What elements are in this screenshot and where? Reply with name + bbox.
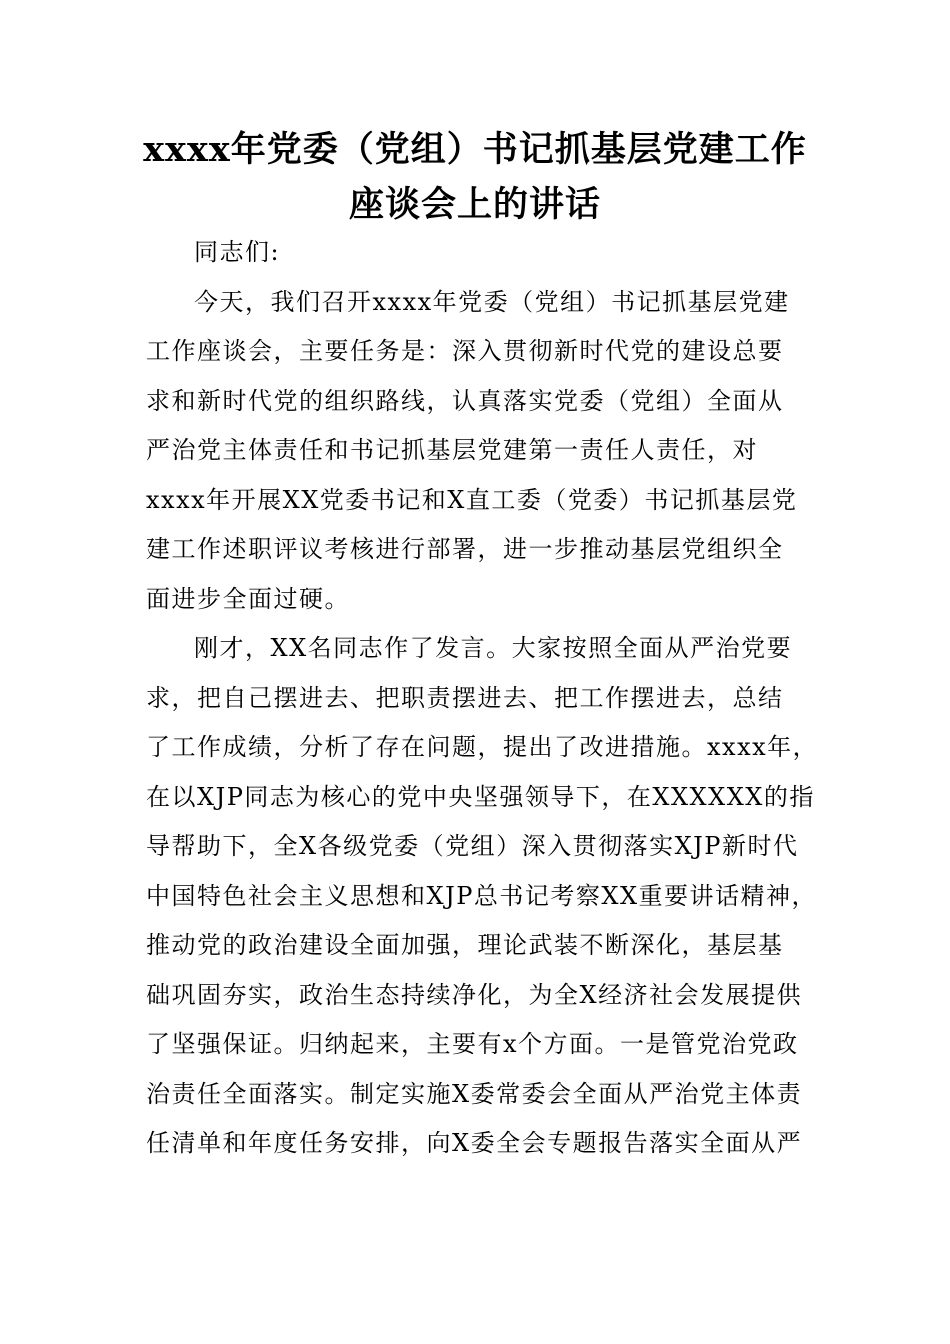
paragraph-1-line-1: 今天，我们召开xxxx年党委（党组）书记抓基层党建 — [194, 287, 790, 316]
paragraph-1-line-6: 建工作述职评议考核进行部署，进一步推动基层党组织全 — [146, 535, 784, 563]
paragraph-2-line-10: 治责任全面落实。制定实施X委常委会全面从严治党主体责 — [146, 1079, 803, 1108]
paragraph-2-line-8: 础巩固夯实，政治生态持续净化，为全X经济社会发展提供 — [146, 980, 803, 1009]
paragraph-2-line-7: 推动党的政治建设全面加强，理论武装不断深化，基层基 — [146, 931, 784, 959]
document-body — [146, 228, 819, 1169]
paragraph-1-line-5: xxxx年开展XX党委书记和X直工委（党委）书记抓基层党 — [146, 485, 798, 514]
paragraph-2-line-1: 刚才，XX名同志作了发言。大家按照全面从严治党要 — [194, 634, 793, 662]
paragraph-2-line-6: 中国特色社会主义思想和XJP总书记考察XX重要讲话精神， — [146, 881, 818, 910]
paragraph-2-line-3: 了工作成绩，分析了存在问题，提出了改进措施。xxxx年， — [146, 733, 819, 761]
paragraph-2-line-5: 导帮助下，全X各级党委（党组）深入贯彻落实XJP新时代 — [146, 832, 799, 860]
salutation: 同志们: — [194, 238, 281, 266]
document-title — [100, 122, 850, 232]
title-line-2: 座谈会上的讲话 — [348, 184, 601, 225]
paragraph-1-line-7: 面进步全面过硬。 — [146, 584, 350, 613]
paragraph-1-line-4: 严治党主体责任和书记抓基层党建第一责任人责任，对 — [146, 436, 758, 464]
paragraph-2-line-11: 任清单和年度任务安排，向X委全会专题报告落实全面从严 — [146, 1129, 803, 1157]
paragraph-1-line-2: 工作座谈会，主要任务是：深入贯彻新时代党的建设总要 — [146, 337, 784, 365]
paragraph-2-line-4: 在以XJP同志为核心的党中央坚强领导下，在XXXXXX的指 — [146, 782, 815, 811]
paragraph-2-line-9: 了坚强保证。归纳起来，主要有x个方面。一是管党治党政 — [146, 1030, 799, 1058]
paragraph-1-line-3: 求和新时代党的组织路线，认真落实党委（党组）全面从 — [146, 386, 784, 415]
title-line-1: xxxx年党委（党组）书记抓基层党建工作 — [143, 129, 807, 170]
paragraph-2-line-2: 求，把自己摆进去、把职责摆进去、把工作摆进去，总结 — [146, 683, 784, 712]
